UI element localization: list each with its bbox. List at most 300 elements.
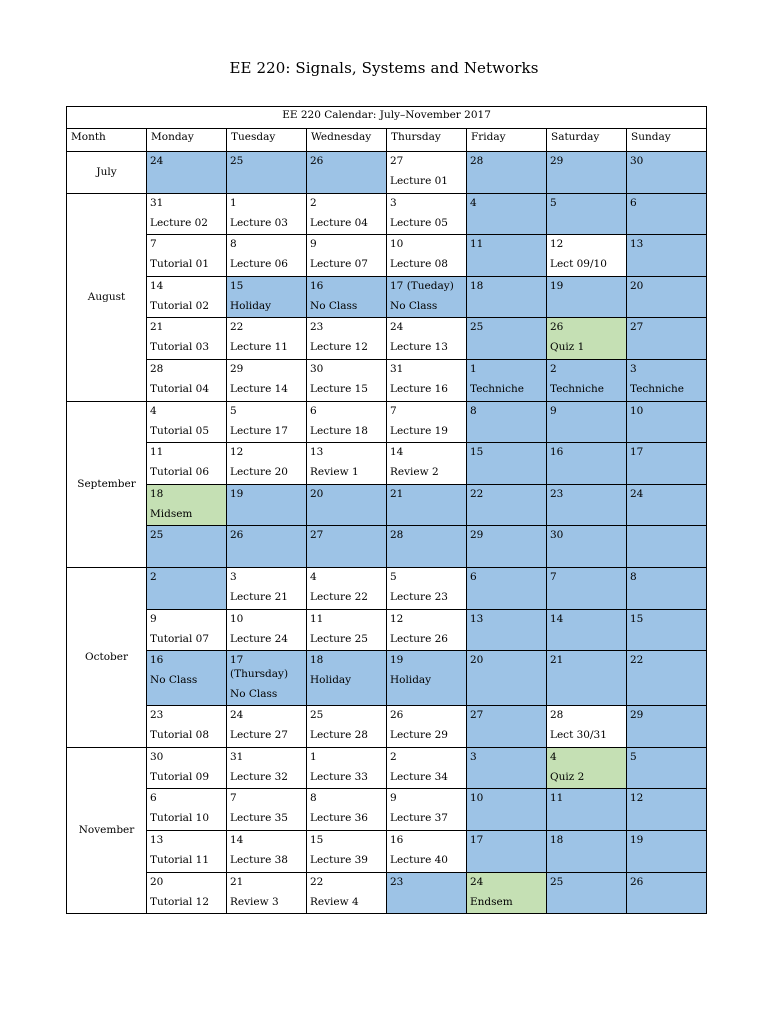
day-event: Tutorial 07: [150, 632, 210, 645]
day-number: 10: [230, 612, 244, 625]
week-row: [67, 706, 707, 748]
day-event: Lecture 19: [390, 424, 448, 437]
day-cell-saturday: [547, 526, 627, 568]
day-event: [470, 627, 546, 632]
day-cell-monday: [147, 318, 227, 360]
day-number: 15: [630, 612, 644, 625]
day-cell-sunday: [627, 651, 707, 706]
calendar-caption: EE 220 Calendar: July–November 2017: [67, 107, 707, 129]
month-label: October: [67, 567, 147, 747]
day-event: Midsem: [150, 507, 193, 520]
day-cell-tuesday: [227, 651, 307, 706]
day-number: 24: [150, 155, 164, 167]
day-event: Lecture 39: [310, 853, 368, 866]
day-cell-tuesday: [227, 706, 307, 748]
day-event: [630, 585, 706, 590]
week-row: [67, 484, 707, 526]
day-cell-saturday: [547, 193, 627, 235]
day-cell-wednesday: [307, 526, 387, 568]
day-cell-saturday: [547, 235, 627, 277]
day-cell-sunday: [627, 789, 707, 831]
day-cell-thursday: [387, 526, 467, 568]
day-cell-monday: [147, 789, 227, 831]
day-number: 12: [390, 612, 404, 625]
day-number: 3: [390, 196, 397, 209]
day-event: Lecture 08: [390, 258, 448, 271]
day-number: 14: [390, 446, 404, 459]
month-label: November: [67, 747, 147, 913]
day-cell-friday: [467, 651, 547, 706]
day-cell-wednesday: [307, 443, 387, 485]
day-cell-monday: [147, 193, 227, 235]
week-row: [67, 235, 707, 277]
day-number: 17: [630, 446, 644, 459]
day-number: 26: [390, 709, 404, 722]
day-event: [150, 543, 226, 548]
day-number: 30: [310, 362, 324, 375]
day-event: [470, 252, 546, 257]
day-cell-wednesday: [307, 152, 387, 194]
day-event: Tutorial 05: [150, 424, 210, 437]
day-cell-saturday: [547, 484, 627, 526]
day-cell-friday: [467, 235, 547, 277]
day-event: Review 1: [310, 466, 359, 479]
day-event: [470, 543, 546, 548]
week-row: [67, 567, 707, 609]
day-event: [630, 169, 706, 174]
day-number: 6: [630, 196, 637, 209]
day-number: 10: [630, 404, 644, 417]
day-cell-thursday: [387, 609, 467, 651]
day-cell-friday: [467, 484, 547, 526]
week-row: [67, 872, 707, 914]
day-event: [630, 627, 706, 632]
day-event: Lecture 04: [310, 216, 368, 229]
day-cell-sunday: [627, 484, 707, 526]
day-event: Lecture 02: [150, 216, 208, 229]
day-event: [470, 502, 546, 507]
day-number: 24: [390, 321, 404, 334]
day-cell-sunday: [627, 359, 707, 401]
day-event: Lecture 27: [230, 729, 288, 742]
day-cell-wednesday: [307, 567, 387, 609]
day-number: 2: [150, 570, 157, 583]
day-number: 4: [470, 196, 477, 209]
day-number: 12: [230, 446, 244, 459]
day-number: 31: [390, 362, 404, 375]
day-event: [310, 502, 386, 507]
day-cell-thursday: [387, 872, 467, 914]
day-number: 24: [230, 709, 244, 722]
day-event: [150, 169, 226, 174]
day-event: [630, 419, 706, 424]
day-event: Lecture 32: [230, 770, 288, 783]
day-event: [390, 502, 466, 507]
day-number: 5: [230, 404, 237, 417]
day-event: Lecture 38: [230, 853, 288, 866]
day-cell-tuesday: [227, 830, 307, 872]
day-event: [470, 211, 546, 216]
day-event: Lecture 13: [390, 341, 448, 354]
day-cell-friday: [467, 318, 547, 360]
day-number: 28: [550, 709, 564, 722]
day-number: 28: [150, 362, 164, 375]
day-number: 4: [310, 570, 317, 583]
day-event: [550, 585, 626, 590]
day-number: 13: [310, 446, 324, 459]
day-number: 7: [230, 792, 237, 805]
day-cell-saturday: [547, 152, 627, 194]
day-number: 25: [550, 875, 564, 888]
day-number: 27: [310, 529, 324, 542]
day-cell-thursday: [387, 235, 467, 277]
day-number: 23: [390, 875, 404, 888]
day-cell-saturday: [547, 830, 627, 872]
day-event: Lecture 36: [310, 812, 368, 825]
day-number: 16: [150, 654, 164, 667]
day-number: 27: [470, 709, 484, 722]
day-event: [630, 460, 706, 465]
day-event: Lecture 35: [230, 812, 288, 825]
week-row: [67, 830, 707, 872]
day-event: Lecture 23: [390, 590, 448, 603]
day-event: [550, 627, 626, 632]
day-event: [310, 543, 386, 548]
day-cell-tuesday: [227, 276, 307, 318]
day-number: 17: [470, 833, 484, 846]
day-cell-thursday: [387, 706, 467, 748]
day-number: 14: [150, 279, 164, 292]
day-number: 5: [390, 570, 397, 583]
day-event: [150, 585, 226, 590]
day-event: [630, 723, 706, 728]
day-event: No Class: [310, 299, 358, 312]
day-number: 8: [470, 404, 477, 417]
day-number: 7: [550, 570, 557, 583]
day-cell-sunday: [627, 872, 707, 914]
day-number: 17 (Thursday): [230, 654, 289, 681]
day-event: [630, 765, 706, 770]
day-event: [470, 335, 546, 340]
day-cell-wednesday: [307, 651, 387, 706]
day-event: [630, 543, 706, 548]
day-number: 22: [470, 487, 484, 500]
week-row: [67, 609, 707, 651]
day-event: Lecture 34: [390, 770, 448, 783]
day-event: Lecture 03: [230, 216, 288, 229]
day-number: 18: [150, 487, 164, 500]
day-cell-saturday: [547, 789, 627, 831]
day-cell-monday: [147, 359, 227, 401]
day-cell-friday: [467, 609, 547, 651]
day-number: 20: [630, 279, 644, 292]
day-cell-tuesday: [227, 484, 307, 526]
day-event: Review 2: [390, 466, 439, 479]
day-number: 31: [150, 196, 164, 209]
day-number: 10: [390, 238, 404, 251]
day-cell-monday: [147, 401, 227, 443]
day-number: 22: [230, 321, 244, 334]
day-number: 23: [150, 709, 164, 722]
week-row: [67, 789, 707, 831]
day-number: 10: [470, 792, 484, 805]
day-cell-sunday: [627, 318, 707, 360]
day-number: 2: [310, 196, 317, 209]
day-cell-tuesday: [227, 152, 307, 194]
day-number: 19: [550, 279, 564, 292]
day-cell-friday: [467, 567, 547, 609]
day-event: [470, 668, 546, 673]
day-cell-tuesday: [227, 193, 307, 235]
day-event: Tutorial 08: [150, 729, 210, 742]
day-cell-saturday: [547, 651, 627, 706]
day-number: 28: [390, 529, 404, 542]
day-event: [470, 169, 546, 174]
day-event: [550, 890, 626, 895]
header-saturday: Saturday: [547, 129, 627, 152]
day-number: 26: [230, 529, 244, 542]
day-event: Lecture 01: [390, 175, 448, 187]
day-number: 18: [470, 279, 484, 292]
day-cell-monday: [147, 872, 227, 914]
header-wednesday: Wednesday: [307, 129, 387, 152]
day-cell-saturday: [547, 567, 627, 609]
header-friday: Friday: [467, 129, 547, 152]
day-cell-tuesday: [227, 789, 307, 831]
day-number: 20: [150, 875, 164, 888]
week-row: [67, 276, 707, 318]
day-event: Lecture 37: [390, 812, 448, 825]
day-number: 29: [230, 362, 244, 375]
day-cell-friday: [467, 747, 547, 789]
day-cell-friday: [467, 276, 547, 318]
day-cell-friday: [467, 789, 547, 831]
day-event: Tutorial 01: [150, 258, 210, 271]
day-number: 13: [630, 238, 644, 251]
day-event: Lecture 26: [390, 632, 448, 645]
day-number: 6: [150, 792, 157, 805]
day-cell-thursday: [387, 359, 467, 401]
day-number: 5: [550, 196, 557, 209]
day-number: 15: [470, 446, 484, 459]
day-number: 25: [470, 321, 484, 334]
day-cell-monday: [147, 484, 227, 526]
day-event: [550, 806, 626, 811]
day-event: [550, 460, 626, 465]
day-cell-friday: [467, 401, 547, 443]
day-number: 4: [150, 404, 157, 417]
day-cell-saturday: [547, 359, 627, 401]
day-cell-thursday: [387, 789, 467, 831]
day-cell-friday: [467, 359, 547, 401]
day-cell-tuesday: [227, 443, 307, 485]
week-row: [67, 747, 707, 789]
day-event: Lecture 18: [310, 424, 368, 437]
day-cell-wednesday: [307, 359, 387, 401]
day-cell-tuesday: [227, 567, 307, 609]
day-number: 1: [470, 362, 477, 375]
day-cell-thursday: [387, 276, 467, 318]
day-number: 23: [550, 487, 564, 500]
day-number: 22: [630, 654, 644, 667]
day-number: 3: [470, 750, 477, 763]
day-event: Tutorial 11: [150, 853, 210, 866]
day-cell-tuesday: [227, 318, 307, 360]
day-event: [630, 806, 706, 811]
day-cell-thursday: [387, 651, 467, 706]
day-event: Techniche: [630, 382, 685, 395]
day-number: 27: [630, 321, 644, 334]
day-number: 16: [550, 446, 564, 459]
day-cell-thursday: [387, 747, 467, 789]
day-number: 17 (Tueday): [390, 279, 454, 292]
day-number: 14: [230, 833, 244, 846]
day-number: 26: [630, 875, 644, 888]
day-event: Tutorial 10: [150, 812, 210, 825]
month-label: July: [67, 152, 147, 194]
day-number: 6: [470, 570, 477, 583]
day-number: 2: [550, 362, 557, 375]
day-event: [630, 502, 706, 507]
day-event: [230, 502, 306, 507]
day-event: [550, 668, 626, 673]
day-cell-tuesday: [227, 359, 307, 401]
day-cell-monday: [147, 152, 227, 194]
day-cell-monday: [147, 830, 227, 872]
day-event: [550, 502, 626, 507]
day-number: 1: [230, 196, 237, 209]
day-cell-saturday: [547, 443, 627, 485]
day-number: 25: [310, 709, 324, 722]
day-event: Lecture 12: [310, 341, 368, 354]
week-row: [67, 359, 707, 401]
day-number: 29: [630, 709, 644, 722]
day-event: [390, 890, 466, 895]
day-cell-sunday: [627, 830, 707, 872]
day-event: Lecture 14: [230, 382, 288, 395]
day-event: Lect 30/31: [550, 729, 607, 742]
day-cell-saturday: [547, 872, 627, 914]
header-sunday: Sunday: [627, 129, 707, 152]
header-row: [67, 129, 707, 152]
day-number: 31: [230, 750, 244, 763]
document-title: EE 220: Signals, Systems and Networks: [229, 59, 539, 77]
day-cell-saturday: [547, 706, 627, 748]
day-cell-sunday: [627, 235, 707, 277]
day-cell-friday: [467, 706, 547, 748]
day-cell-thursday: [387, 830, 467, 872]
month-label: August: [67, 193, 147, 401]
day-cell-wednesday: [307, 789, 387, 831]
day-cell-friday: [467, 193, 547, 235]
day-event: [470, 460, 546, 465]
day-event: Lecture 25: [310, 632, 368, 645]
day-number: 12: [550, 238, 564, 251]
day-cell-tuesday: [227, 526, 307, 568]
day-event: [630, 335, 706, 340]
day-cell-monday: [147, 567, 227, 609]
day-event: [230, 169, 306, 174]
day-number: 16: [390, 833, 404, 846]
day-event: No Class: [390, 299, 438, 312]
week-row: [67, 443, 707, 485]
day-number: 30: [150, 750, 164, 763]
day-cell-sunday: [627, 609, 707, 651]
day-cell-wednesday: [307, 872, 387, 914]
day-event: Quiz 2: [550, 770, 585, 783]
day-number: 22: [310, 875, 324, 888]
day-number: 21: [230, 875, 244, 888]
day-event: Lecture 21: [230, 590, 288, 603]
day-event: [550, 294, 626, 299]
day-number: 20: [470, 654, 484, 667]
day-event: Lecture 07: [310, 258, 368, 271]
day-number: 24: [630, 487, 644, 500]
day-number: 29: [550, 155, 564, 167]
day-number: 7: [390, 404, 397, 417]
day-event: Lect 09/10: [550, 258, 607, 271]
day-event: Lecture 22: [310, 590, 368, 603]
week-row: [67, 152, 707, 194]
day-cell-thursday: [387, 318, 467, 360]
day-event: [390, 543, 466, 548]
day-event: [550, 848, 626, 853]
day-cell-thursday: [387, 193, 467, 235]
day-number: 30: [630, 155, 644, 167]
day-cell-saturday: [547, 609, 627, 651]
day-number: 13: [470, 612, 484, 625]
day-number: 13: [150, 833, 164, 846]
day-number: 25: [150, 529, 164, 542]
day-cell-thursday: [387, 484, 467, 526]
day-cell-sunday: [627, 706, 707, 748]
header-monday: Monday: [147, 129, 227, 152]
day-number: 11: [550, 792, 564, 805]
day-number: 2: [390, 750, 397, 763]
day-cell-tuesday: [227, 235, 307, 277]
day-cell-monday: [147, 276, 227, 318]
day-event: Tutorial 04: [150, 382, 210, 395]
day-number: 11: [150, 446, 164, 459]
day-number: 26: [550, 321, 564, 334]
day-event: Lecture 16: [390, 382, 448, 395]
day-event: Lecture 29: [390, 729, 448, 742]
day-cell-thursday: [387, 567, 467, 609]
day-cell-thursday: [387, 401, 467, 443]
day-cell-wednesday: [307, 609, 387, 651]
day-number: 18: [550, 833, 564, 846]
day-number: 21: [150, 321, 164, 334]
day-number: 19: [230, 487, 244, 500]
day-number: 8: [310, 792, 317, 805]
day-cell-saturday: [547, 747, 627, 789]
day-event: Endsem: [470, 895, 513, 908]
day-cell-monday: [147, 651, 227, 706]
week-row: [67, 318, 707, 360]
day-cell-sunday: [627, 152, 707, 194]
day-event: No Class: [150, 674, 198, 687]
day-cell-wednesday: [307, 830, 387, 872]
day-cell-sunday: [627, 193, 707, 235]
day-event: Lecture 06: [230, 258, 288, 271]
day-number: 21: [390, 487, 404, 500]
day-number: 5: [630, 750, 637, 763]
day-cell-monday: [147, 235, 227, 277]
day-event: [230, 543, 306, 548]
day-cell-saturday: [547, 276, 627, 318]
day-cell-monday: [147, 526, 227, 568]
day-number: 15: [310, 833, 324, 846]
